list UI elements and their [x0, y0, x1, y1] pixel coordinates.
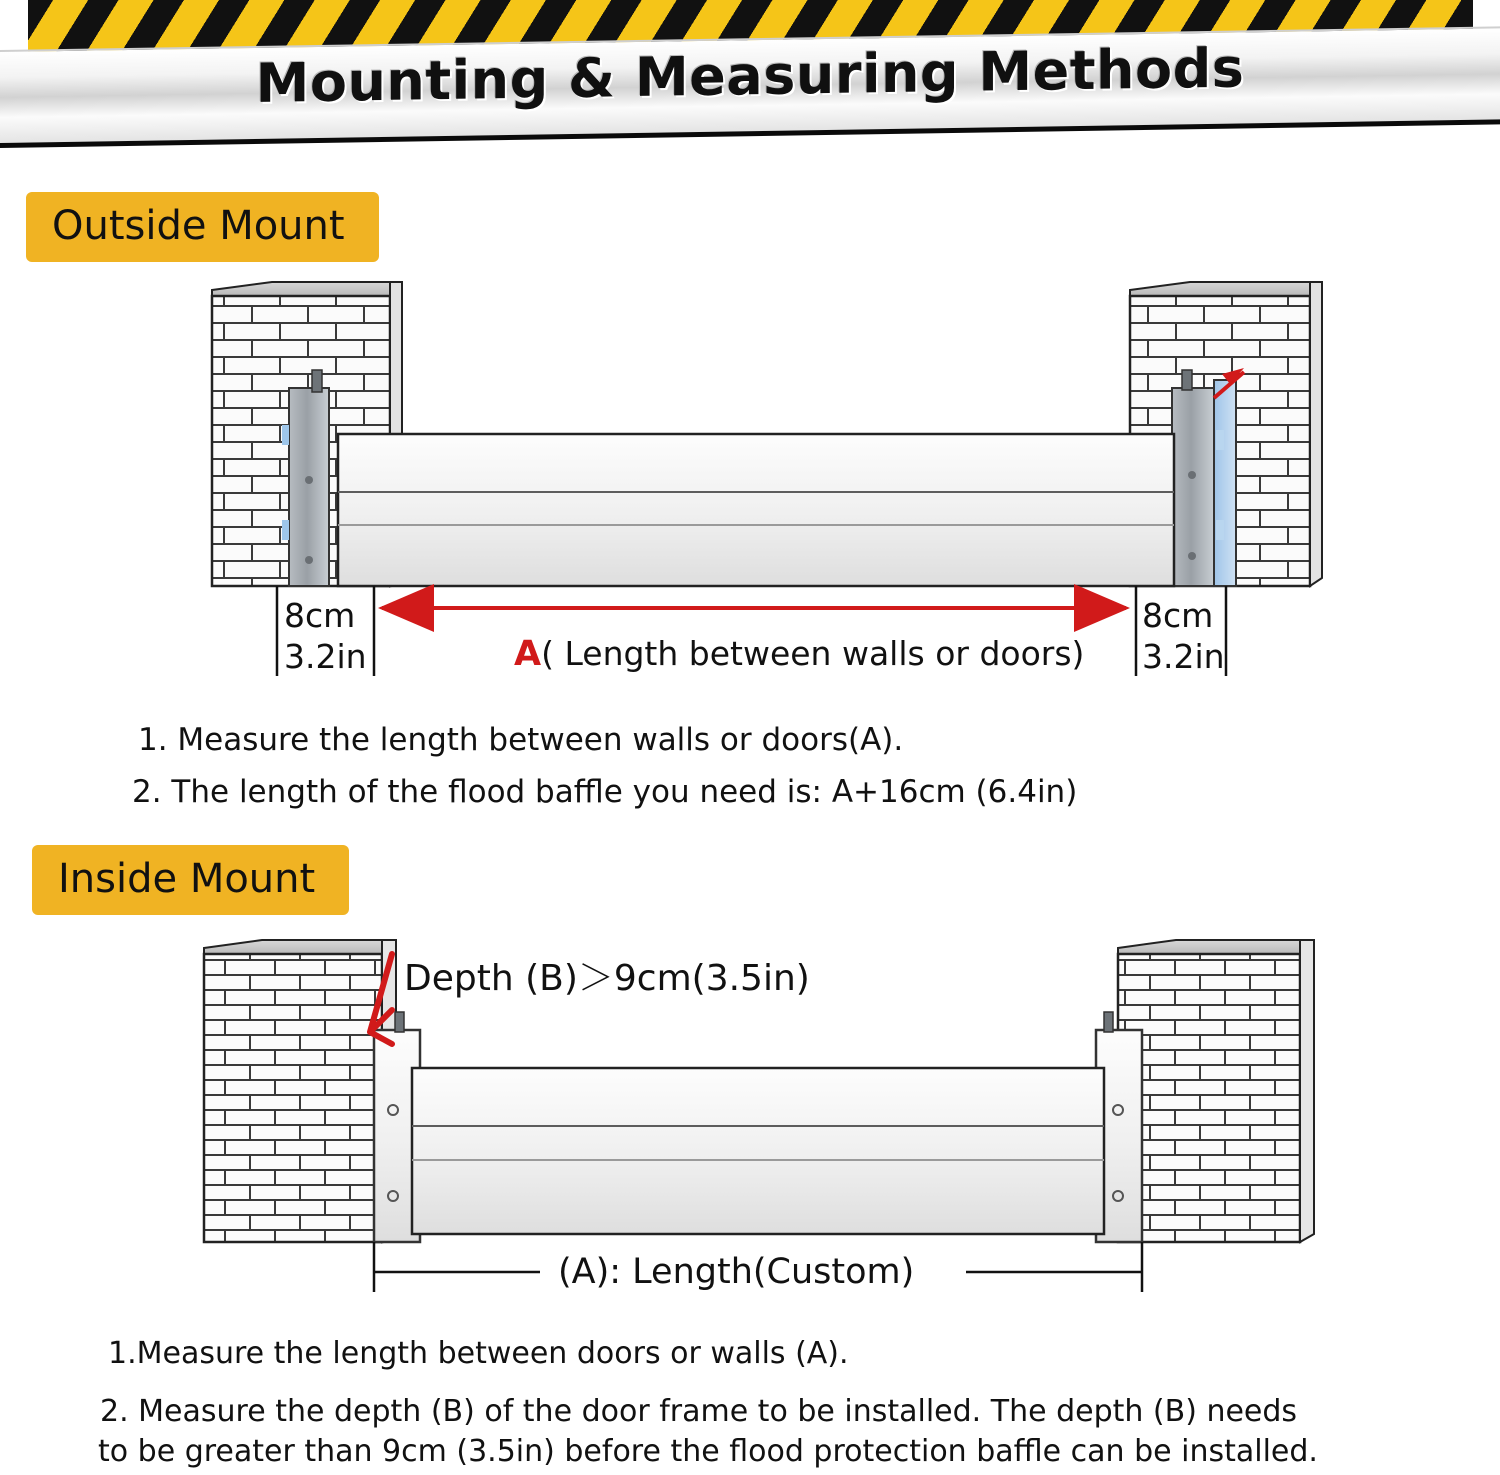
inside-step-2-line-1 [100, 1394, 1297, 1429]
outside-step-2: 2. The length of the flood baffle you need is: A+16cm (6.4in) [132, 774, 1078, 810]
section-badge-outside-mount: Outside Mount [26, 192, 379, 262]
outside-right-dimension-cm: 8cm [1142, 596, 1214, 635]
outside-right-dimension-in: 3.2in [1142, 637, 1225, 676]
inside-depth-label: Depth (B)＞9cm(3.5in) [404, 958, 810, 999]
outside-left-wall [212, 282, 402, 586]
inside-baffle-panel [412, 1068, 1104, 1234]
section-badge-inside-mount: Inside Mount [32, 845, 349, 915]
outside-step-1: 1. Measure the length between walls or doors(A). [138, 722, 904, 758]
inside-step-1: 1.Measure the length between doors or walls (A). [108, 1336, 849, 1371]
inside-span-label: (A): Length(Custom) [558, 1252, 915, 1292]
inside-right-wall [1118, 940, 1314, 1242]
inside-step-2-line-2: to be greater than 9cm (3.5in) before the flood protection baffle can be installed. [98, 1434, 1318, 1469]
outside-right-bracket [1172, 368, 1244, 586]
outside-left-bracket [282, 370, 329, 586]
page-title: Mounting & Measuring Methods [255, 36, 1245, 115]
outside-left-dimension-in: 3.2in [284, 637, 367, 676]
inside-step-2-text-a: 2. Measure the depth (B) of the door frame to be installed. The depth (B) needs [100, 1394, 1298, 1429]
span-text: ( Length between walls or doors) [541, 634, 1085, 673]
inside-left-wall [204, 940, 396, 1242]
outside-span-label [514, 634, 1084, 674]
span-letter-a: A [514, 634, 542, 674]
inside-right-bracket [1096, 1012, 1142, 1242]
outside-baffle-panel [338, 434, 1174, 586]
outside-right-wall [1130, 282, 1322, 586]
outside-left-dimension-cm: 8cm [284, 596, 356, 635]
header-banner [0, 0, 1500, 160]
